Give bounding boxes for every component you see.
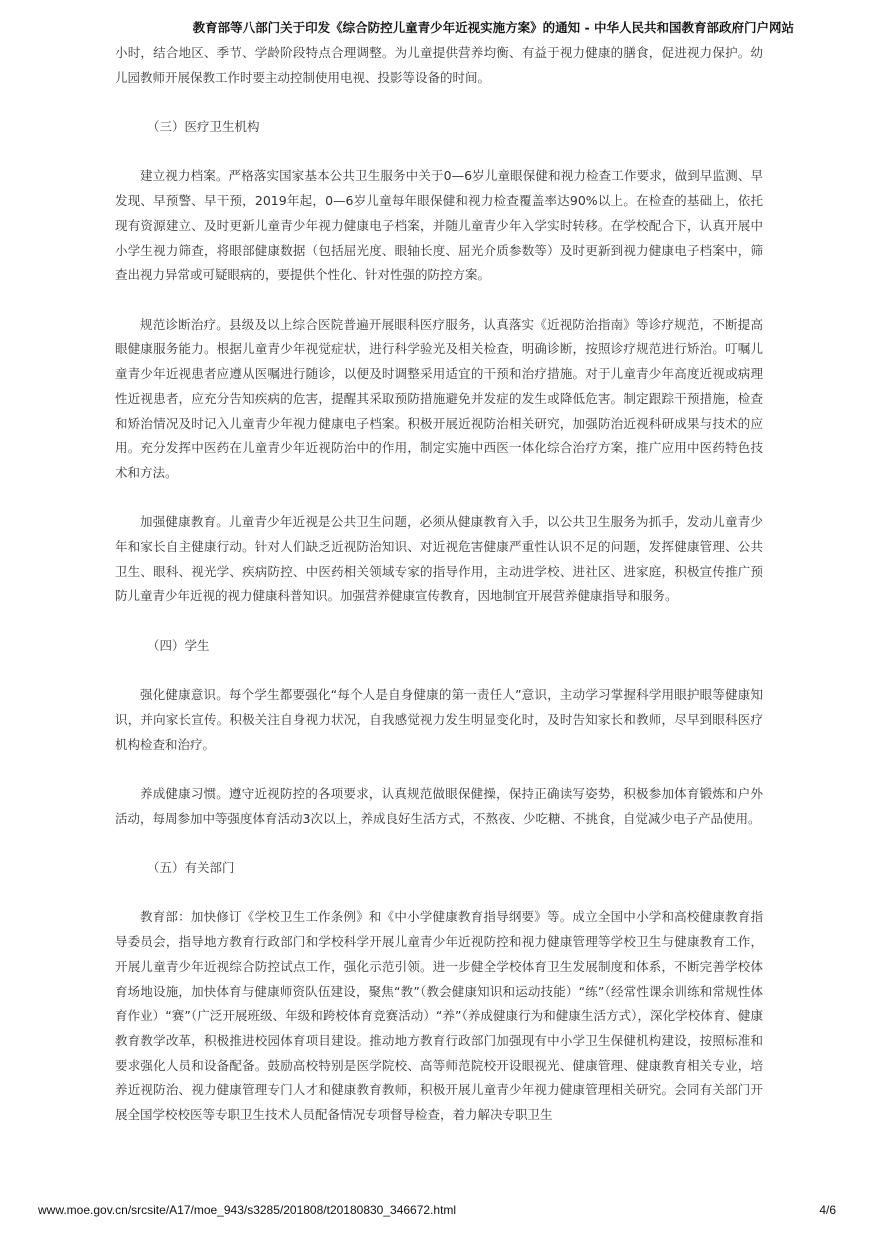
document-title: 教育部等八部门关于印发《综合防控儿童青少年近视实施方案》的通知 - 中华人民共和国教育部政府门户网站	[192, 20, 794, 35]
paragraph-diagnosis: 规范诊断治疗。县级及以上综合医院普遍开展眼科医疗服务，认真落实《近视防治指南》等诊疗规范，不断提高眼健康服务能力。根据儿童青少年视觉症状，进行科学验光及相关检查，明确诊断，按照诊疗规范进行矫治。叮嘱儿童青少年近视患者应遵从医嘱进行随诊，以便及时调整采用适宜的干预和治疗措施。对于儿童青少年高度近视或病理性近视患者，应充分告知疾病的危害，提醒其采取预防措施避免并发症的发生或降低危害。制定跟踪干预措施，检查和矫治情况及时记入儿童青少年视力健康电子档案。积极开展近视防治相关研究，加强防治近视科研成果与技术的应用。充分发挥中医药在儿童青少年近视防治中的作用，制定实施中西医一体化综合治疗方案，推广应用中医药特色技术和方法。	[115, 316, 763, 480]
page-footer	[38, 1203, 836, 1221]
section-heading-students: （四）学生	[147, 637, 210, 653]
paragraph-continued: 小时，结合地区、季节、学龄阶段特点合理调整。为儿童提供营养均衡、有益于视力健康的膳食，促进视力保护。幼儿园教师开展保教工作时要主动控制使用电视、投影等设备的时间。	[115, 45, 763, 85]
paragraph-health-education: 加强健康教育。儿童青少年近视是公共卫生问题，必须从健康教育入手，以公共卫生服务为抓手，发动儿童青少年和家长自主健康行动。针对人们缺乏近视防治知识、对近视危害健康严重性认识不足的问题，发挥健康管理、公共卫生、眼科、视光学、疾病防控、中医药相关领域专家的指导作用，主动进学校、进社区、进家庭，积极宣传推广预防儿童青少年近视的视力健康科普知识。加强营养健康宣传教育，因地制宜开展营养健康指导和服务。	[115, 514, 763, 604]
page-header	[0, 18, 876, 38]
page-url[interactable]: www.moe.gov.cn/srcsite/A17/moe_943/s3285/201808/t20180830_346672.html	[38, 1203, 457, 1217]
page-number: 4/6	[819, 1203, 836, 1217]
section-heading-departments: （五）有关部门	[147, 860, 235, 876]
paragraph-vision-records: 建立视力档案。严格落实国家基本公共卫生服务中关于0—6岁儿童眼保健和视力检查工作要求，做到早监测、早发现、早预警、早干预，2019年起，0—6岁儿童每年眼保健和视力检查覆盖率达90%以上。在检查的基础上，依托现有资源建立、及时更新儿童青少年视力健康电子档案，并随儿童青少年入学实时转移。在学校配合下，认真开展中小学生视力筛查，将眼部健康数据（包括屈光度、眼轴长度、屈光介质参数等）及时更新到视力健康电子档案中，筛查出视力异常或可疑眼病的，要提供个性化、针对性强的防控方案。	[115, 168, 763, 283]
paragraph-healthy-habits: 养成健康习惯。遵守近视防控的各项要求，认真规范做眼保健操，保持正确读写姿势，积极参加体育锻炼和户外活动，每周参加中等强度体育活动3次以上，养成良好生活方式，不熬夜、少吃糖、不挑食，自觉减少电子产品使用。	[115, 785, 763, 826]
paragraph-health-awareness: 强化健康意识。每个学生都要强化“每个人是自身健康的第一责任人”意识，主动学习掌握科学用眼护眼等健康知识，并向家长宣传。积极关注自身视力状况，自我感觉视力发生明显变化时，及时告知家长和教师，尽早到眼科医疗机构检查和治疗。	[115, 687, 763, 752]
paragraph-ministry-education: 教育部：加快修订《学校卫生工作条例》和《中小学健康教育指导纲要》等。成立全国中小学和高校健康教育指导委员会，指导地方教育行政部门和学校科学开展儿童青少年近视防控和视力健康管理等学校卫生与健康教育工作，开展儿童青少年近视综合防控试点工作，强化示范引领。进一步健全学校体育卫生发展制度和体系，不断完善学校体育场地设施，加快体育与健康师资队伍建设，聚焦“教”（教会健康知识和运动技能）“练”（经常性课余训练和常规性体育作业）“赛”（广泛开展班级、年级和跨校体育竞赛活动）“养”（养成健康行为和健康生活方式），深化学校体育、健康教育教学改革，积极推进校园体育项目建设。推动地方教育行政部门加强现有中小学卫生保健机构建设，按照标准和要求强化人员和设备配备。鼓励高校特别是医学院校、高等师范院校开设眼视光、健康管理、健康教育相关专业，培养近视防治、视力健康管理专门人才和健康教育教师，积极开展儿童青少年视力健康管理相关研究。会同有关部门开展全国学校校医等专职卫生技术人员配备情况专项督导检查，着力解决专职卫生	[115, 909, 763, 1123]
section-heading-medical: （三）医疗卫生机构	[147, 119, 260, 135]
document-body	[115, 41, 763, 1152]
